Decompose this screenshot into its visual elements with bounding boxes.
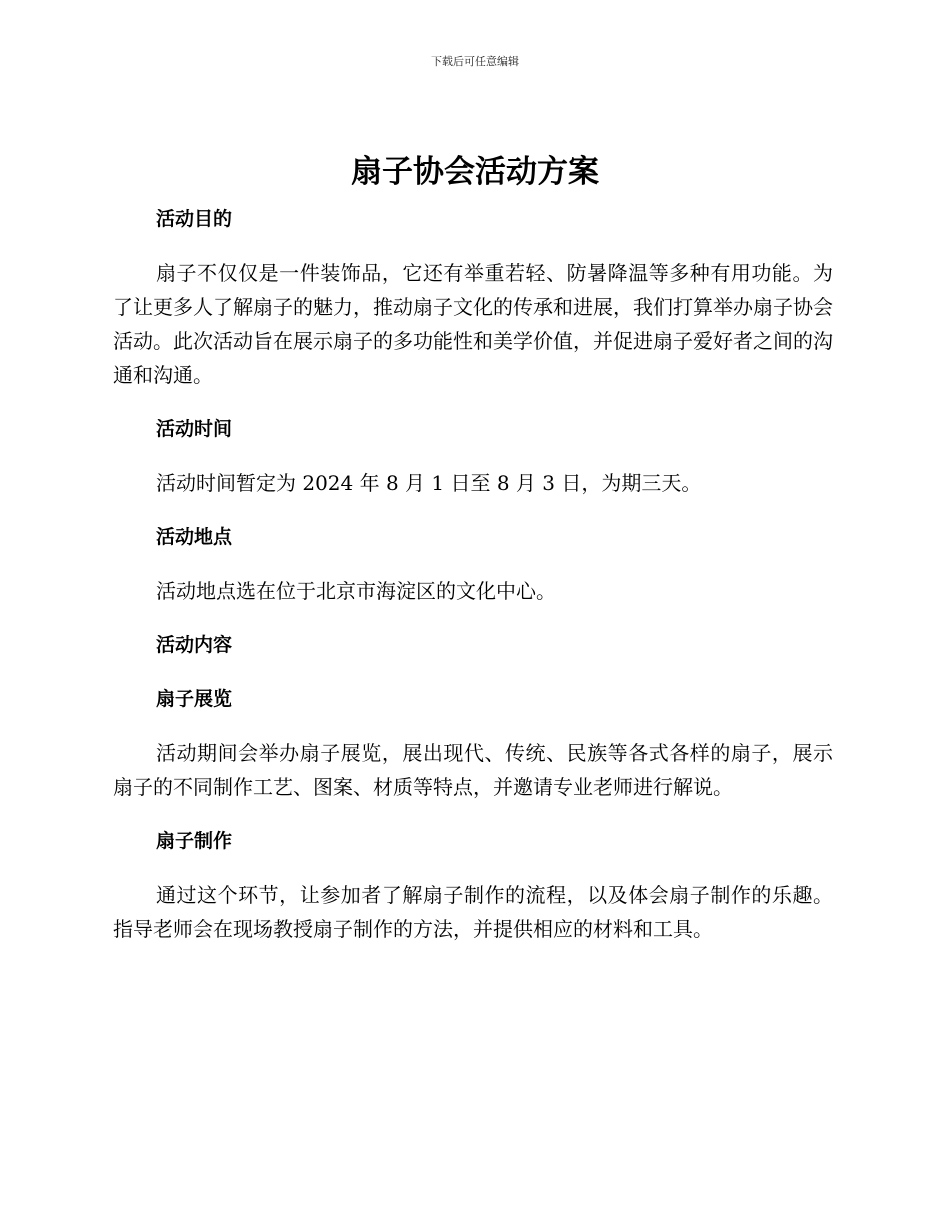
- section-heading-time: 活动时间: [156, 418, 233, 440]
- paragraph-exhibition: 活动期间会举办扇子展览，展出现代、传统、民族等各式各样的扇子，展示扇子的不同制作工艺、图案、材质等特点，并邀请专业老师进行解说。: [113, 741, 833, 799]
- section-heading-purpose: 活动目的: [156, 208, 233, 230]
- paragraph-making: 通过这个环节，让参加者了解扇子制作的流程，以及体会扇子制作的乐趣。指导老师会在现场教授扇子制作的方法，并提供相应的材料和工具。: [113, 883, 833, 941]
- paragraph-location: 活动地点选在位于北京市海淀区的文化中心。: [156, 579, 556, 603]
- section-heading-content: 活动内容: [156, 634, 233, 656]
- document-title: 扇子协会活动方案: [351, 154, 599, 190]
- paragraph-time: 活动时间暂定为 2024 年 8 月 1 日至 8 月 3 日，为期三天。: [156, 471, 702, 495]
- section-heading-making: 扇子制作: [156, 830, 233, 852]
- section-heading-exhibition: 扇子展览: [156, 688, 233, 710]
- paragraph-purpose: 扇子不仅仅是一件装饰品，它还有举重若轻、防暑降温等多种有用功能。为了让更多人了解扇子的魅力，推动扇子文化的传承和进展，我们打算举办扇子协会活动。此次活动旨在展示扇子的多功能性和美学价值，并促进扇子爱好者之间的沟通和沟通。: [113, 261, 833, 387]
- header-note: 下载后可任意编辑: [431, 55, 519, 68]
- document-body: [113, 202, 833, 966]
- section-heading-location: 活动地点: [156, 526, 233, 548]
